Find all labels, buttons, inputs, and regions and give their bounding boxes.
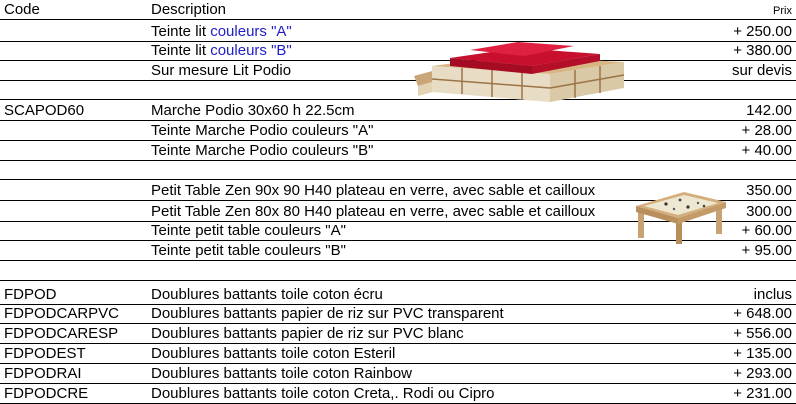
row-description: Teinte lit couleurs "A" [151,23,292,40]
row-price: + 556.00 [733,325,792,342]
table-row [0,285,796,305]
row-description: Teinte Marche Podio couleurs "B" [151,142,374,159]
table-row [0,384,796,404]
row-code [4,121,144,140]
row-description: Doublures battants papier de riz sur PVC transparent [151,305,504,322]
row-price: + 648.00 [733,305,792,322]
header-price: Prix [773,5,792,17]
row-code [4,61,144,80]
header-description: Description [151,1,227,18]
row-code [4,221,144,240]
row-description: Doublures battants papier de riz sur PVC blanc [151,325,464,342]
podio-bed-photo [410,28,630,106]
color-link: couleurs "B" [210,42,292,59]
table-row [0,121,796,141]
row-code: FDPODEST [4,345,86,362]
row-price: + 293.00 [733,365,792,382]
row-price: + 28.00 [741,122,792,139]
header-row [0,0,796,20]
row-code [4,241,144,260]
header-code: Code [4,1,40,18]
table-row [0,41,796,61]
color-link: couleurs "A" [210,23,292,40]
table-row [0,324,796,344]
table-row [0,141,796,161]
row-price: + 135.00 [733,345,792,362]
spacer-row [0,80,796,100]
row-code [4,141,144,160]
row-description: Doublures battants toile coton Creta,. Rodi ou Cipro [151,385,495,402]
row-code [4,202,144,221]
spacer-row [0,160,796,180]
table-row [0,364,796,384]
row-code: FDPODRAI [4,365,82,382]
table-row [0,22,796,42]
row-code: SCAPOD60 [4,102,85,119]
row-description: Marche Podio 30x60 h 22.5cm [151,102,355,119]
row-price: 300.00 [746,203,792,220]
row-price: + 95.00 [741,242,792,259]
row-description: Doublures battants toile coton Rainbow [151,365,412,382]
row-description: Teinte petit table couleurs "B" [151,242,346,259]
row-code [4,22,144,41]
row-description: Teinte petit table couleurs "A" [151,222,346,239]
row-price: + 40.00 [741,142,792,159]
spacer-row [0,261,796,281]
row-code [4,181,144,200]
row-code: FDPODCARPVC [4,305,120,322]
row-price: sur devis [731,62,792,79]
table-row [0,101,796,121]
row-description: Petit Table Zen 80x 80 H40 plateau en verre, avec sable et cailloux [151,203,596,220]
row-price: + 60.00 [741,222,792,239]
row-code: FDPODCRE [4,385,89,402]
row-code: FDPODCARESP [4,325,119,342]
row-description: Doublures battants toile coton écru [151,286,383,303]
table-row [0,61,796,81]
table-row [0,344,796,364]
row-code: FDPOD [4,286,57,303]
row-description: Sur mesure Lit Podio [151,62,292,79]
row-price: + 380.00 [733,42,792,59]
row-code [4,41,144,60]
row-description: Petit Table Zen 90x 90 H40 plateau en verre, avec sable et cailloux [151,182,596,199]
table-row [0,241,796,261]
row-description: Doublures battants toile coton Esteril [151,345,396,362]
row-price: inclus [753,286,792,303]
table-row [0,304,796,324]
row-description: Teinte Marche Podio couleurs "A" [151,122,374,139]
row-price: 142.00 [746,102,792,119]
zen-table-photo [632,186,728,244]
row-price: + 231.00 [733,385,792,402]
row-price: 350.00 [746,182,792,199]
row-description: Teinte lit couleurs "B" [151,42,292,59]
row-price: + 250.00 [733,23,792,40]
